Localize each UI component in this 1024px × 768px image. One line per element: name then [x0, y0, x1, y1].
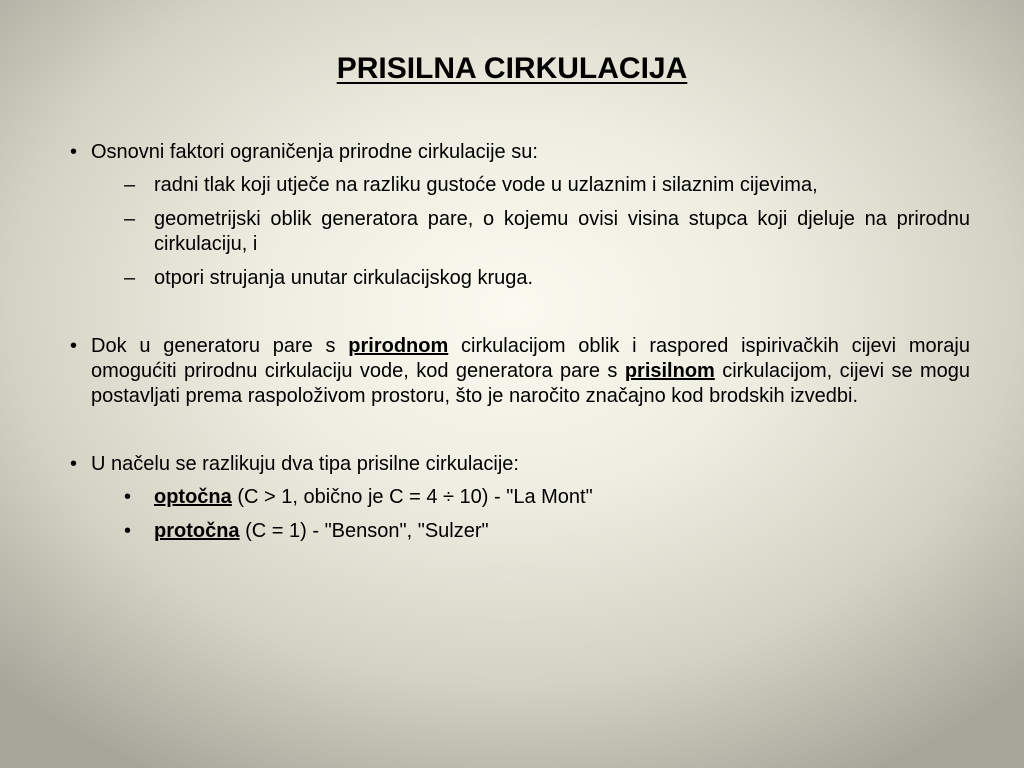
bullet-text: Osnovni faktori ograničenja prirodne cirkulacije su:	[91, 141, 538, 163]
bullet-marker: •	[124, 520, 132, 542]
dash-marker: –	[124, 208, 136, 230]
dash-marker: –	[124, 174, 136, 196]
dash-marker: –	[124, 267, 136, 289]
bullet-text-part: cirkulacijom, cijevi se mogu postavljati prema raspoloživom prostoru, što je naročito značajno kod brodskih izvedbi.	[91, 360, 970, 407]
bullet-marker: •	[70, 453, 78, 475]
bullet-item	[70, 140, 970, 165]
sub-item-text: radni tlak koji utječe na razliku gustoće vode u uzlaznim i silaznim cijevima,	[154, 174, 818, 196]
bullet-marker: •	[70, 335, 78, 357]
bullet-marker: •	[70, 141, 78, 163]
emphasis-protocna: protočna	[154, 520, 240, 542]
bullet-item	[70, 334, 970, 409]
sub-item-text: (C = 1) - "Benson", "Sulzer"	[239, 520, 489, 542]
bullet-text: U načelu se razlikuju dva tipa prisilne cirkulacije:	[91, 453, 519, 475]
emphasis-optocna: optočna	[154, 486, 232, 508]
sub-item	[70, 207, 970, 257]
bullet-text-part: Dok u generatoru pare s	[91, 335, 349, 357]
bullet-marker: •	[124, 486, 132, 508]
bullet-item	[70, 452, 970, 477]
slide-title: PRISILNA CIRKULACIJA	[336, 52, 688, 85]
emphasis-prisilnom: prisilnom	[624, 360, 715, 382]
emphasis-prirodnom: prirodnom	[348, 335, 449, 357]
sub-item	[70, 519, 970, 544]
slide-content	[70, 140, 970, 544]
sub-item-text: geometrijski oblik generatora pare, o kojemu ovisi visina stupca koji djeluje na prirodnu cirkulaciju, i	[154, 208, 970, 255]
sub-item	[70, 173, 970, 198]
bullet-text-part: cirkulacijom oblik i raspored ispirivačkih cijevi moraju omogućiti prirodnu cirkulaciju vode, kod generatora pare s	[91, 335, 970, 382]
sub-item	[70, 266, 970, 291]
sub-item	[70, 485, 970, 510]
sub-item-text: (C > 1, obično je C = 4 ÷ 10) - "La Mont"	[231, 486, 593, 508]
sub-item-text: otpori strujanja unutar cirkulacijskog kruga.	[154, 267, 534, 289]
